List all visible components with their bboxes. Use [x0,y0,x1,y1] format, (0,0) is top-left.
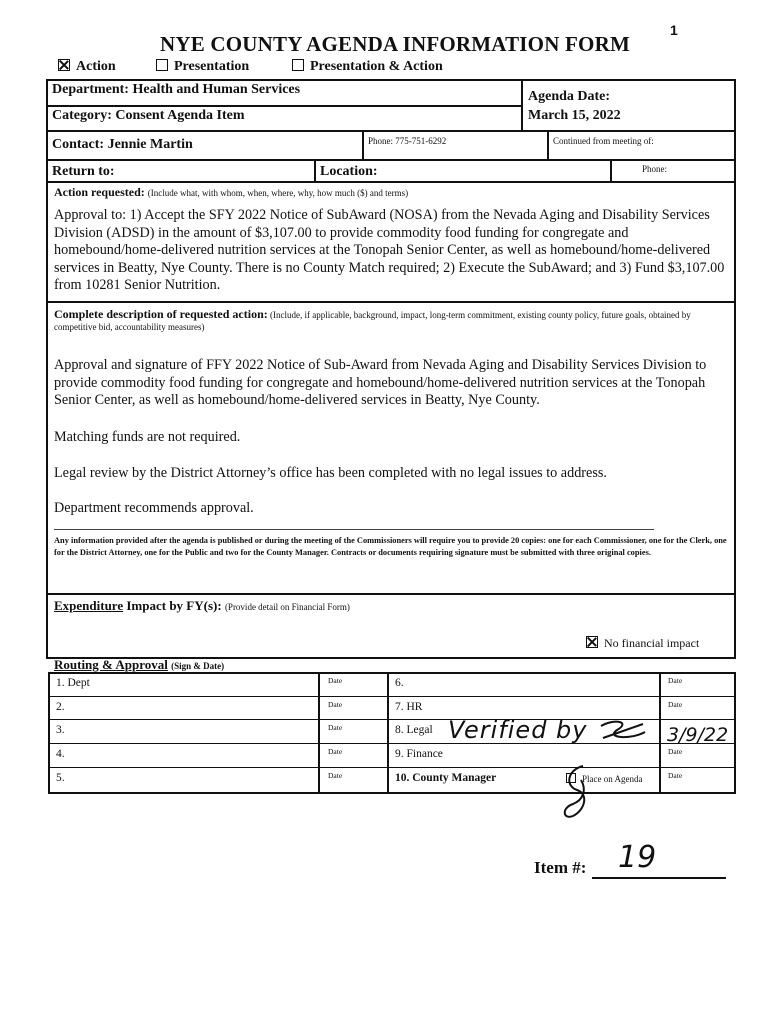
action-requested-header [54,185,408,200]
date-label-9: Date [668,747,683,756]
location-field: Location: [320,164,378,179]
routing-title: Routing & Approval [54,657,168,672]
description-paragraph-2: Matching funds are not required. [54,429,241,445]
routing-row-6: 6. [395,677,404,689]
item-underline [592,877,726,879]
row-line-2 [46,130,736,132]
routing-finance: 9. Finance [395,748,443,760]
department-field: Department: Health and Human Services [52,82,301,97]
row-line-3 [46,159,736,161]
date-label-4: Date [328,747,343,756]
date-label-3: Date [328,723,343,732]
item-number: 19 [618,840,657,875]
row-line-4 [46,181,736,183]
presentation-checkbox[interactable] [156,59,168,71]
county-manager-signature [555,760,595,824]
page-number: 1 [670,22,678,38]
location-divider [314,160,316,182]
date-label-6: Date [668,676,683,685]
contact-field: Contact: Jennie Martin [52,137,193,152]
routing-hint: (Sign & Date) [171,661,225,671]
return-to-field: Return to: [52,164,115,179]
category-field: Category: Consent Agenda Item [52,108,245,123]
option-presentation[interactable]: Presentation [156,59,249,75]
description-paragraph-4: Department recommends approval. [54,500,254,516]
date-label-7: Date [668,700,683,709]
row-line-5 [46,301,736,303]
routing-row-line-1 [48,696,736,697]
option-action[interactable]: Action [58,59,116,75]
routing-right-line [734,672,736,793]
action-requested-text: Approval to: 1) Accept the SFY 2022 Notice of SubAward (NOSA) from the Nevada Aging and Disability Services Division (ADSD) in the amount of $3,107.00 to provide commodity food funding for congregate and homebound/home-delivered nutrition services at the Tonopah Senior Center, as well as homebound/home-delivered services in Beatty, Nye County. There is no County Match required; 2) Execute the SubAward; and 3) Fund $3,107.00 from 10281 Senior Nutrition. [54,207,725,294]
right-border [734,79,736,659]
routing-row-3: 3. [56,724,65,736]
description-header [54,308,734,333]
legal-initials-signature [595,716,655,748]
routing-bottom-line [48,792,736,794]
top-border [46,79,736,81]
row-line-1 [46,105,522,107]
routing-hr: 7. HR [395,701,423,713]
continued-field: Continued from meeting of: [553,136,654,146]
presentation-action-checkbox[interactable] [292,59,304,71]
routing-row-4: 4. [56,748,65,760]
left-border [46,79,48,659]
routing-legal: 8. Legal [395,724,433,736]
description-paragraph-1: Approval and signature of FFY 2022 Notice of Sub-Award from Nevada Aging and Disability Services Division to provide commodity food funding for congregate and homebound/home-delivered nutrition services at the Tonopah Senior Center, as well as homebound/home-delivered services in Beatty, Nye County. [54,357,707,409]
form-title: NYE COUNTY AGENDA INFORMATION FORM [160,32,630,56]
expenditure-header [54,598,350,614]
expenditure-label: Expenditure [54,598,124,613]
routing-col-2 [387,672,389,793]
phone2-divider [610,160,612,182]
row-line-6 [46,593,736,595]
notice-rule [54,529,654,530]
no-financial-impact[interactable] [586,636,699,651]
routing-header [54,657,224,673]
expenditure-label-rest: Impact by FY(s): [123,598,222,613]
routing-left-line [48,672,50,793]
routing-top-line [48,672,736,674]
agenda-date-label: Agenda Date: [528,89,611,104]
legal-signature: Verified by [448,716,588,744]
date-label-1: Date [328,676,343,685]
legal-date-handwritten: 3/9/22 [667,724,729,746]
no-impact-checkbox[interactable] [586,636,598,648]
description-paragraph-3: Legal review by the District Attorney’s office has been completed with no legal issues to address. [54,465,607,481]
notice-text: Any information provided after the agenda is published or during the meeting of the Commissioners will require you to provide 20 copies: one for each Commissioner, one for the Clerk, one for the District Attorney, one for the Public and two for the County Manager. Contracts or documents requiring signature must be submitted with three original copies. [54,536,727,557]
phone-divider [362,131,364,159]
action-requested-label: Action requested: [54,185,145,199]
description-label: Complete description of requested action: [54,307,268,321]
item-label: Item #: [534,858,587,877]
action-checkbox[interactable] [58,59,70,71]
action-requested-hint: (Include what, with whom, when, where, why, how much ($) and terms) [147,188,409,198]
phone-field: Phone: 775-751-6292 [368,136,447,146]
option-presentation-action[interactable]: Presentation & Action [292,59,443,75]
routing-dept: 1. Dept [56,677,90,689]
routing-col-1 [318,672,320,793]
routing-row-5: 5. [56,772,65,784]
place-on-agenda[interactable]: Place on Agenda [566,773,642,784]
routing-col-3 [659,672,661,793]
continued-divider [547,131,549,159]
date-label-5: Date [328,771,343,780]
expenditure-hint: (Provide detail on Financial Form) [224,602,350,612]
routing-row-line-4 [48,767,736,768]
routing-row-2: 2. [56,701,65,713]
agenda-date-value: March 15, 2022 [528,108,621,123]
no-impact-label: No financial impact [604,636,700,650]
date-label-2: Date [328,700,343,709]
date-label-10: Date [668,771,683,780]
description-hint: (Include, if applicable, background, impact, long-term commitment, existing county policy, future goals, obtained by competitive bid, accountability measures) [54,310,691,332]
phone2-field: Phone: [642,164,668,174]
routing-county-manager: 10. County Manager [395,772,497,784]
